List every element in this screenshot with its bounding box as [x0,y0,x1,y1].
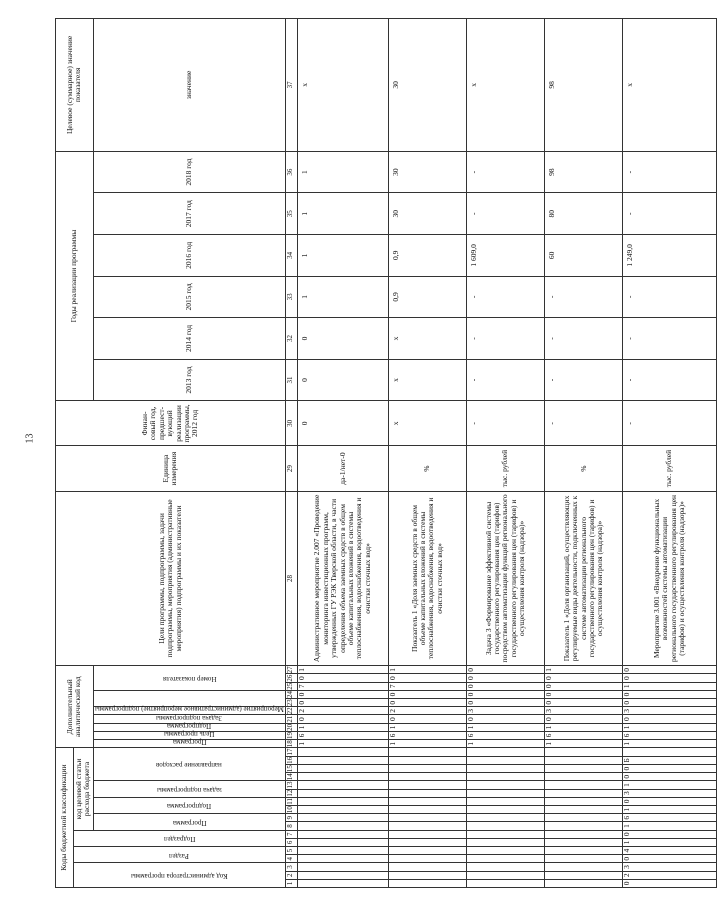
column-number: 24 [285,690,297,698]
column-number: 28 [285,491,297,666]
code-cell [467,814,545,822]
code-cell: 2 [388,707,466,715]
value-cell: - [623,151,716,193]
code-cell [467,846,545,854]
column-number: 7 [285,830,297,838]
code-cell [467,805,545,813]
rotated-landscape-page [55,18,687,888]
header-expense-direction: направление расходов [93,748,285,781]
column-number: 8 [285,822,297,830]
value-cell: 60 [545,235,623,277]
value-cell: - [545,359,623,401]
header-measure: Мероприятие (административное мероприятие) подпрограммы [94,705,284,714]
header-year-2016: 2016 год [93,235,285,277]
code-cell [467,830,545,838]
value-cell: - [467,193,545,235]
column-number: 1 [285,879,297,887]
column-number: 10 [285,805,297,813]
code-cell [545,838,623,846]
value-cell: 0,9 [388,276,466,318]
value-cell: 30 [388,19,466,152]
code-cell [388,830,466,838]
code-cell: 6 [623,731,716,739]
code-cell [388,797,466,805]
column-number: 32 [285,318,297,360]
code-cell: 6 [623,814,716,822]
header-subprogram-an: Подпрограмма [93,723,285,731]
code-cell [467,764,545,772]
header-unit: Единица измерения [56,446,286,491]
header-section: Раздел [74,846,286,862]
code-cell [297,838,388,846]
column-number: 36 [285,151,297,193]
column-number: 16 [285,756,297,764]
code-cell [297,855,388,863]
goal-text: Административное мероприятие 2.007 «Проведение мониторинга инвестиционных программ, утвержденных ГУ РЭК Тверской области, в части определения объема заемных средств в общем объеме капитальных вложений в системы теплоснабжения, водоснабжения, водоотведения и очистки сточных вод» [297,491,388,666]
code-cell: 6 [388,731,466,739]
value-cell: 30 [388,151,466,193]
code-cell [388,855,466,863]
code-cell: 0 [467,690,545,698]
header-year-2015: 2015 год [93,276,285,318]
code-cell: 0 [467,666,545,674]
column-number: 33 [285,276,297,318]
code-cell [545,814,623,822]
unit-cell: % [545,446,623,491]
code-cell [467,797,545,805]
unit-cell: тыс. рублей [623,446,716,491]
code-cell [388,756,466,764]
column-number: 23 [285,699,297,707]
column-number: 20 [285,723,297,731]
code-cell [545,789,623,797]
header-target-article-code: код целевой статьи расхода бюджета [74,748,94,830]
code-cell [297,781,388,789]
table-row [388,19,466,888]
column-number: 4 [285,855,297,863]
code-cell [467,748,545,756]
code-cell [545,822,623,830]
table-row [545,19,623,888]
value-cell: 98 [545,19,623,152]
value-cell: - [623,193,716,235]
header-program-an: Программа [93,740,285,748]
column-number: 37 [285,19,297,152]
code-cell [467,855,545,863]
table-row [623,19,716,888]
code-cell: 2 [297,707,388,715]
code-cell [388,822,466,830]
value-cell: - [545,318,623,360]
code-cell: 0 [545,690,623,698]
value-cell: 0,9 [388,235,466,277]
code-cell [467,756,545,764]
code-cell: 0 [297,690,388,698]
value-cell: - [623,359,716,401]
code-cell [467,781,545,789]
code-cell [545,855,623,863]
code-cell: 1 [545,723,623,731]
value-cell: 1 [297,235,388,277]
program-indicators-table [55,18,717,888]
code-cell: 1 [623,805,716,813]
column-number: 25 [285,682,297,690]
code-cell [467,863,545,871]
code-cell [545,781,623,789]
code-cell: 3 [623,789,716,797]
value-cell: х [388,401,466,446]
code-cell: 0 [623,674,716,682]
column-number: 2 [285,871,297,879]
code-cell: 0 [623,855,716,863]
code-cell: 0 [623,715,716,723]
header-financial-year: Финан-совый год, предшест-вующий реализации программы, 2012 год [56,401,286,446]
value-cell: 0 [297,359,388,401]
code-cell: 0 [467,699,545,707]
code-cell [545,748,623,756]
code-cell [467,871,545,879]
code-cell: 1 [388,740,466,748]
header-additional-analytic-code: Дополнительный аналитический код [56,666,94,748]
value-cell: - [467,276,545,318]
header-implementation-years: Годы реализации программы [56,151,94,401]
code-cell: 0 [467,682,545,690]
code-cell [297,814,388,822]
code-cell [388,871,466,879]
value-cell: х [388,318,466,360]
code-cell [388,764,466,772]
value-cell: - [467,151,545,193]
header-program: Программа [93,814,285,830]
code-cell: 0 [388,674,466,682]
value-cell: х [388,359,466,401]
page-number: 13 [24,433,36,444]
code-cell: 7 [388,682,466,690]
column-number: 30 [285,401,297,446]
column-number: 11 [285,797,297,805]
value-cell: - [467,359,545,401]
goal-text: Показатель 1 «Доля организаций, осуществляющих регулируемые виды деятельности, подключенных к системе автоматизации регионального государственного регулирования цен (тарифов) и осуществления контроля (надзора)» [545,491,623,666]
code-cell: 0 [388,690,466,698]
value-cell: 1 [297,193,388,235]
code-cell: 1 [623,723,716,731]
value-cell: 1 [297,151,388,193]
value-cell: - [467,401,545,446]
code-cell: 7 [297,682,388,690]
code-cell [388,838,466,846]
header-subprogram: Подпрограмма [93,797,285,813]
code-cell [388,773,466,781]
unit-cell: да-1/нет-0 [297,446,388,491]
code-cell: Б [623,756,716,764]
code-cell [297,764,388,772]
code-cell [297,879,388,887]
code-cell [467,879,545,887]
code-cell [297,822,388,830]
column-number: 12 [285,789,297,797]
code-cell: 0 [623,797,716,805]
header-budget-classification: Коды бюджетной классификации [56,748,74,888]
column-number: 19 [285,731,297,739]
code-cell: 0 [623,830,716,838]
code-cell [388,879,466,887]
code-cell: 1 [297,740,388,748]
code-cell: 0 [545,682,623,690]
value-cell: - [623,276,716,318]
code-cell [467,773,545,781]
column-numbers-row [285,19,297,888]
header-value-label: значение [93,19,285,152]
table-row [297,19,388,888]
column-number: 18 [285,740,297,748]
code-cell [388,781,466,789]
column-number: 9 [285,814,297,822]
code-cell [297,805,388,813]
code-cell: 6 [545,731,623,739]
value-cell: 0 [297,318,388,360]
code-cell [388,863,466,871]
code-cell: 1 [297,723,388,731]
column-number: 17 [285,748,297,756]
code-cell: 0 [623,879,716,887]
header-goals: Цели программы, подпрограммы, задачи подпрограммы, мероприятия (административные мероприятия) подпрограммы и их показатели [56,491,286,666]
value-cell: 0 [297,401,388,446]
code-cell: 1 [623,838,716,846]
code-cell: 0 [623,773,716,781]
code-cell: 6 [297,731,388,739]
code-cell [467,822,545,830]
column-number: 27 [285,666,297,674]
code-cell: 0 [467,715,545,723]
code-cell [388,814,466,822]
goal-text: Мероприятие 3.001 «Внедрение функциональных возможностей системы автоматизации регионального государственного регулирования цен (тарифов) и осуществления контроля (надзора)» [623,491,716,666]
unit-cell: % [388,446,466,491]
value-cell: 30 [388,193,466,235]
header-admin-code: Код администратора программы [74,863,286,888]
code-cell: 1 [467,740,545,748]
code-cell [297,756,388,764]
value-cell: х [467,19,545,152]
header-year-2014: 2014 год [93,318,285,360]
code-cell [297,830,388,838]
code-cell: 1 [545,740,623,748]
header-subprogram-task-an: Задача подпрограммы [93,715,285,723]
code-cell: 0 [297,674,388,682]
header-subsection: Подраздел [74,830,286,846]
code-cell: 0 [388,715,466,723]
code-cell [388,789,466,797]
value-cell: 98 [545,151,623,193]
code-cell [545,879,623,887]
code-cell: 3 [545,707,623,715]
goal-text: Задача 3 «Формирование эффективной системы государственного регулирования цен (тарифов) посредством автоматизации функций регионального государственного регулирования цен (тарифов) и осуществления контроля (надзора)» [467,491,545,666]
code-cell: 0 [623,699,716,707]
column-number: 21 [285,715,297,723]
code-cell: 0 [388,699,466,707]
column-number: 34 [285,235,297,277]
value-cell: 80 [545,193,623,235]
value-cell: 1 609,0 [467,235,545,277]
column-number: 3 [285,863,297,871]
code-cell: 1 [623,682,716,690]
code-cell: 3 [623,863,716,871]
code-cell: 6 [467,731,545,739]
document-frame [55,18,687,888]
code-cell: 0 [623,764,716,772]
column-number: 22 [285,707,297,715]
code-cell: 3 [467,707,545,715]
code-cell: 0 [545,699,623,707]
column-number: 26 [285,674,297,682]
code-cell [388,748,466,756]
header-year-2017: 2017 год [93,193,285,235]
code-cell: 0 [297,715,388,723]
code-cell: 1 [297,666,388,674]
code-cell [467,838,545,846]
code-cell [388,805,466,813]
code-cell [545,871,623,879]
code-cell: 1 [467,723,545,731]
table-body [285,19,716,888]
code-cell [545,773,623,781]
table-row [467,19,545,888]
code-cell [297,846,388,854]
value-cell: - [623,318,716,360]
code-cell [545,863,623,871]
code-cell [297,797,388,805]
header-target-value: Целевое (суммарное) значение показателя [56,19,94,152]
goal-text: Показатель 1 «Доля заемных средств в общем объеме капитальных вложений в системы теплоснабжения, водоснабжения, водоотведения и очистки сточных вод» [388,491,466,666]
column-number: 35 [285,193,297,235]
value-cell: х [623,19,716,152]
code-cell [545,846,623,854]
code-cell: 1 [623,822,716,830]
code-cell [545,797,623,805]
code-cell [545,805,623,813]
code-cell [388,846,466,854]
code-cell [297,871,388,879]
code-cell: 0 [467,674,545,682]
code-cell [467,789,545,797]
code-cell: 3 [623,707,716,715]
header-year-2018: 2018 год [93,151,285,193]
code-cell [297,863,388,871]
code-cell: 1 [388,666,466,674]
code-cell: 0 [545,715,623,723]
code-cell: 0 [623,666,716,674]
header-indicator-number: Номер показателя [93,666,285,691]
value-cell: - [545,276,623,318]
code-cell: 1 [388,723,466,731]
code-cell [297,773,388,781]
header-year-2013: 2013 год [93,359,285,401]
code-cell [545,764,623,772]
code-cell: 1 [623,740,716,748]
code-cell: 0 [297,699,388,707]
column-number: 29 [285,446,297,491]
code-cell: 1 [623,781,716,789]
header-program-goal: Цель программы [93,731,285,739]
value-cell: 1 249,0 [623,235,716,277]
code-cell [545,830,623,838]
code-cell [297,748,388,756]
code-cell: 2 [623,871,716,879]
column-number: 31 [285,359,297,401]
code-cell [545,756,623,764]
code-cell: 0 [545,674,623,682]
column-number: 14 [285,773,297,781]
unit-cell: тыс. рублей [467,446,545,491]
column-number: 13 [285,781,297,789]
code-cell: 1 [545,666,623,674]
value-cell: х [297,19,388,152]
value-cell: 1 [297,276,388,318]
column-number: 15 [285,764,297,772]
column-number: 6 [285,838,297,846]
code-cell: 0 [623,690,716,698]
header-subprogram-task: задача подпрограммы [93,781,285,797]
column-number: 5 [285,846,297,854]
code-cell [297,789,388,797]
code-cell: 4 [623,846,716,854]
value-cell: - [545,401,623,446]
code-cell [623,748,716,756]
value-cell: - [467,318,545,360]
value-cell: - [623,401,716,446]
